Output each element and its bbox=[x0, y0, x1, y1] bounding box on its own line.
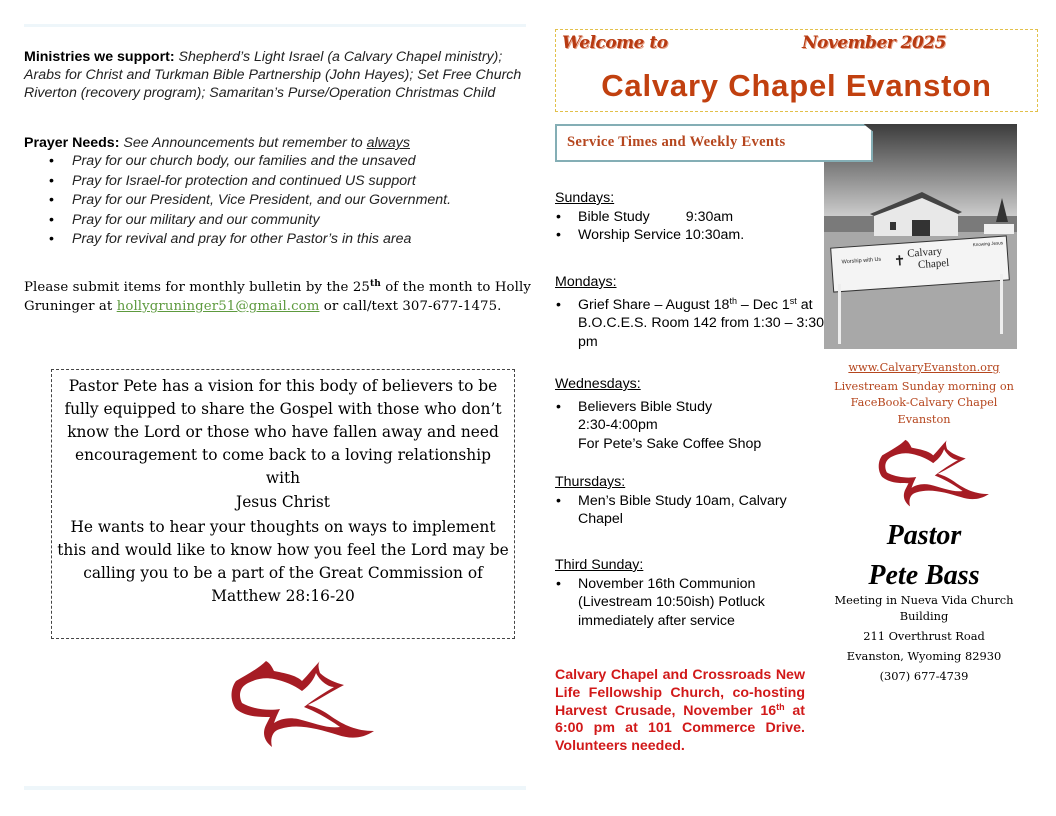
prayer-needs-section bbox=[24, 134, 529, 250]
sundays-section bbox=[555, 189, 825, 245]
welcome-to-label: Welcome to bbox=[562, 33, 668, 53]
schedule-item bbox=[578, 398, 825, 454]
event-text: – Dec 1 bbox=[736, 296, 790, 313]
sign-brand-calvary: Calvary bbox=[906, 245, 943, 260]
prayer-item: • Pray for our church body, our families and the unsaved bbox=[72, 152, 529, 172]
sundays-heading: Sundays: bbox=[555, 190, 615, 206]
vision-paragraph: He wants to hear your thoughts on ways to implement this and would like to know how you feel the Lord may be calling you to be a part of the Great Commission of Matthew 28:16-20 bbox=[57, 518, 509, 605]
sundays-list bbox=[555, 208, 825, 245]
superscript: th bbox=[729, 295, 737, 306]
event-name: Bible Study bbox=[578, 208, 650, 225]
schedule-item: • November 16th Communion (Livestream 10:50ish) Potluck immediately after service bbox=[578, 575, 818, 631]
cross-icon: ✝ bbox=[893, 254, 907, 270]
mondays-section bbox=[555, 273, 825, 352]
schedule-item bbox=[578, 296, 825, 352]
thursdays-section bbox=[555, 473, 825, 529]
pastor-full-name: Pete Bass bbox=[868, 560, 980, 591]
third-sunday-heading: Third Sunday: bbox=[555, 557, 644, 573]
pastor-title: Pastor bbox=[886, 520, 962, 551]
pastor-name bbox=[826, 516, 1022, 596]
meeting-location: Meeting in Nueva Vida Church Building bbox=[834, 593, 1014, 623]
submit-text: Please submit items for monthly bulletin by the 25 bbox=[24, 280, 370, 295]
dove-icon bbox=[228, 655, 378, 750]
mondays-list bbox=[555, 296, 825, 352]
event-time: 2:30-4:00pm bbox=[578, 417, 658, 434]
thursdays-list bbox=[555, 492, 788, 529]
superscript: th bbox=[776, 701, 785, 712]
superscript: th bbox=[369, 279, 381, 289]
bulletin-month: November 2025 bbox=[802, 33, 946, 53]
prayer-needs-label: Prayer Needs: bbox=[24, 135, 120, 151]
schedule-item: • Men’s Bible Study 10am, Calvary Chapel bbox=[578, 492, 788, 529]
wednesdays-section bbox=[555, 375, 825, 454]
bottom-divider bbox=[24, 786, 526, 790]
third-sunday-list bbox=[555, 575, 818, 631]
dove-icon bbox=[876, 433, 992, 511]
livestream-note: Livestream Sunday morning on FaceBook-Calvary Chapel Evanston bbox=[834, 380, 1014, 426]
street-address: 211 Overthrust Road bbox=[863, 629, 985, 643]
thursdays-heading: Thursdays: bbox=[555, 474, 626, 490]
phone-number: (307) 677-4739 bbox=[879, 669, 969, 683]
submit-text: of the month to Holly Gruninger at bbox=[24, 280, 531, 314]
city-state-zip: Evanston, Wyoming 82930 bbox=[846, 649, 1002, 663]
vision-statement bbox=[56, 375, 510, 608]
ministries-section bbox=[24, 48, 529, 102]
sign-tagline: Knowing Jesus bbox=[972, 240, 1004, 248]
event-location: For Pete’s Sake Coffee Shop bbox=[578, 436, 762, 453]
vision-jesus-christ: Jesus Christ bbox=[236, 493, 330, 511]
email-link[interactable]: hollygruninger51@gmail.com bbox=[116, 299, 320, 314]
event-time: 10:30am. bbox=[684, 227, 745, 244]
church-name-title: Calvary Chapel Evanston bbox=[601, 68, 992, 103]
event-text: Grief Share – August 18 bbox=[578, 296, 730, 313]
submit-items-note bbox=[24, 278, 534, 316]
website-link[interactable]: www.CalvaryEvanston.org bbox=[848, 361, 1000, 374]
wednesdays-list bbox=[555, 398, 825, 454]
top-divider bbox=[24, 24, 526, 27]
mondays-heading: Mondays: bbox=[555, 274, 617, 290]
crusade-text: Calvary Chapel and Crossroads New Life Fellowship Church, co-hosting Harvest Crusade, November 16 bbox=[555, 667, 805, 719]
prayer-needs-header bbox=[24, 134, 529, 152]
ministries-label: Ministries we support: bbox=[24, 49, 175, 65]
vision-paragraph: Pastor Pete has a vision for this body of believers to be fully equipped to share the Gospel with those who don’t know the Lord or those who have fallen away and need encouragement to come back to a loving relationship with bbox=[64, 377, 502, 487]
prayer-item: • Pray for our President, Vice President, and our Government. bbox=[72, 191, 529, 211]
submit-text: or call/text 307-677-1475. bbox=[319, 299, 502, 314]
prayer-item: • Pray for revival and pray for other Pastor’s in this area bbox=[72, 230, 529, 250]
sign-brand-chapel: Chapel bbox=[917, 256, 950, 272]
third-sunday-section bbox=[555, 556, 825, 631]
schedule-item bbox=[578, 208, 825, 227]
prayer-item: • Pray for Israel-for protection and continued US support bbox=[72, 172, 529, 192]
harvest-crusade-notice bbox=[555, 667, 805, 756]
section-banner-title: Service Times and Weekly Events bbox=[567, 134, 786, 150]
website-block bbox=[826, 360, 1022, 376]
schedule-item bbox=[578, 226, 825, 245]
prayer-list bbox=[24, 152, 529, 250]
prayer-needs-intro: See Announcements but remember to bbox=[123, 135, 363, 151]
wednesdays-heading: Wednesdays: bbox=[555, 376, 641, 392]
event-text: at B.O.C.E.S. Room 142 from 1:30 – 3:30 pm bbox=[578, 296, 825, 351]
event-name: Worship Service bbox=[578, 227, 682, 244]
sign-worship-text: Worship with Us bbox=[841, 256, 882, 266]
superscript: st bbox=[789, 295, 797, 306]
prayer-needs-emphasis: always bbox=[366, 135, 410, 151]
event-time: 9:30am bbox=[685, 208, 734, 225]
prayer-item: • Pray for our military and our community bbox=[72, 211, 529, 231]
event-text: • Believers Bible Study bbox=[578, 398, 713, 415]
crusade-text: at 6:00 pm at 101 Commerce Drive. Volunteers needed. bbox=[555, 702, 805, 755]
ministries-text: Shepherd’s Light Israel (a Calvary Chapel ministry); Arabs for Christ and Turkman Bible Partnership (John Hayes); Set Free Church Riverton (recovery program); Samaritan’s Purse/Operation Christmas Child bbox=[24, 49, 522, 101]
